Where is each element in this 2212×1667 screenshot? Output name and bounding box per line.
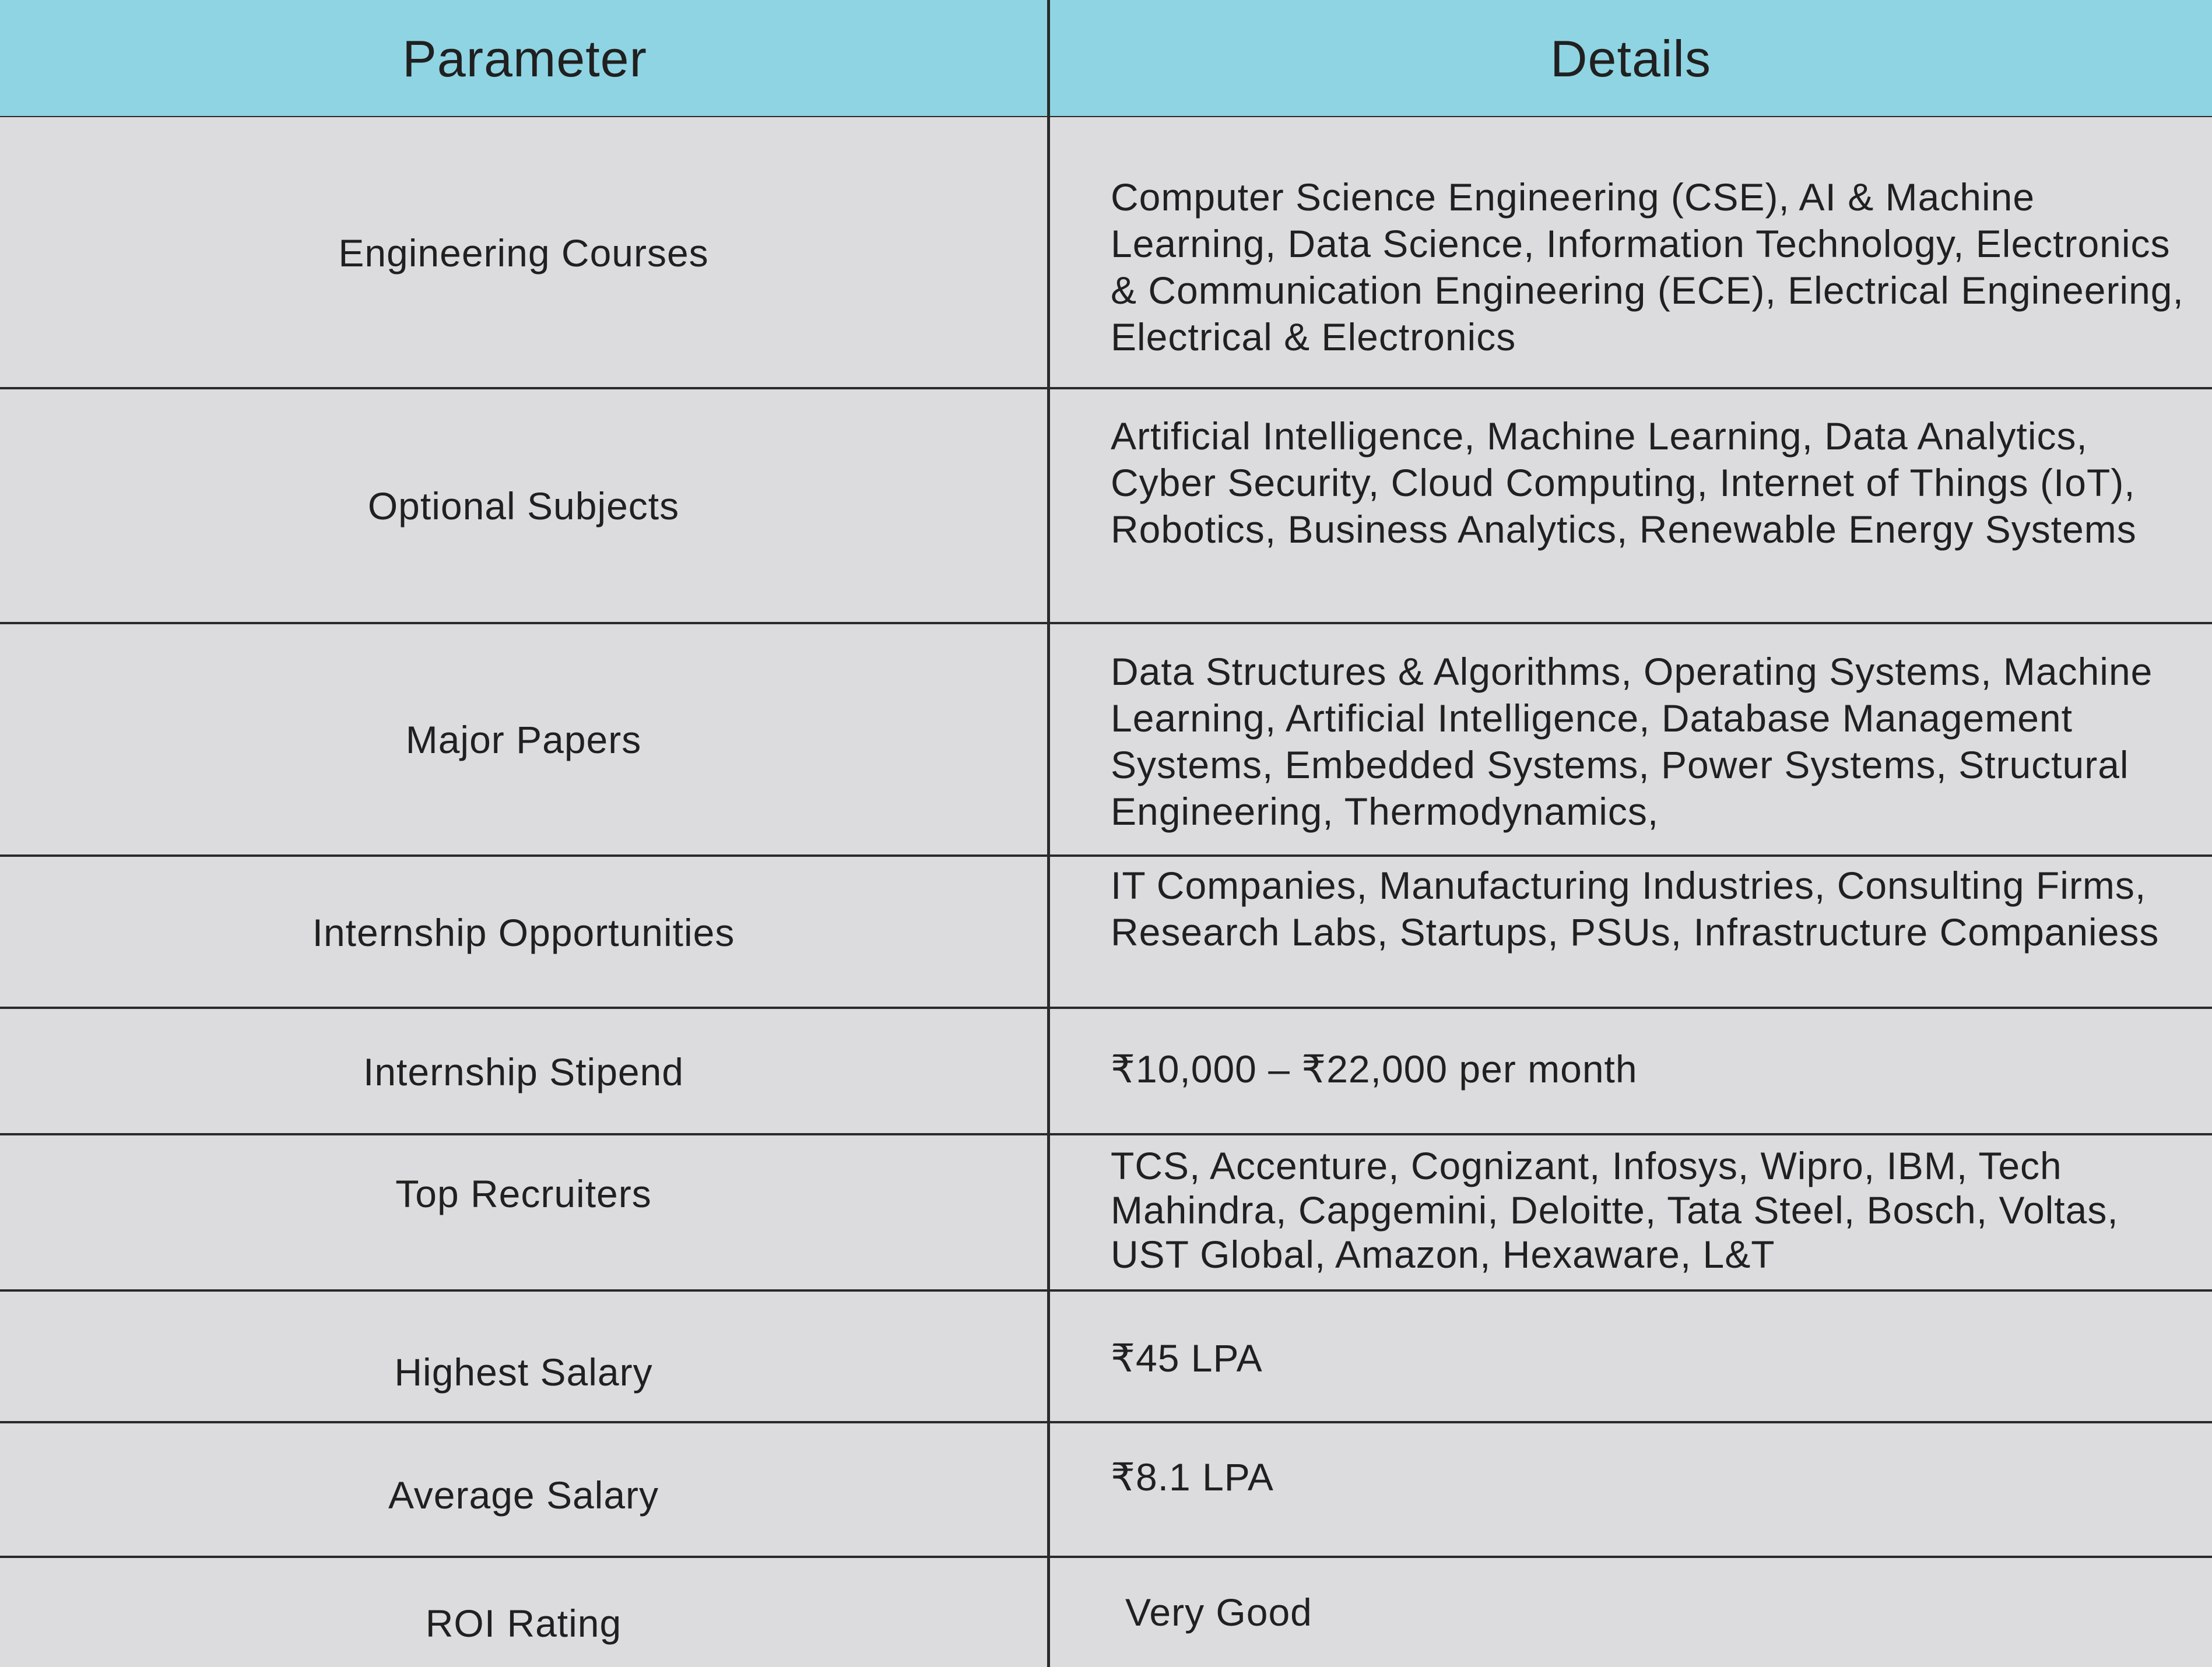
row-internship-opportunities-details: IT Companies, Manufacturing Industries, Consulting Firms, Research Labs, Startups, PSUs, Infrastructure Companiess <box>1111 864 2160 954</box>
header-parameter: Parameter <box>402 29 647 87</box>
header-details: Details <box>1550 29 1711 87</box>
row-engineering-courses-details: Computer Science Engineering (CSE), AI & Machine Learning, Data Science, Information Technology, Electronics & Communication Engineering (ECE), Electrical Engineering, Electrical & Electronics <box>1111 175 2184 358</box>
row-top-recruiters-parameter: Top Recruiters <box>395 1172 652 1215</box>
column-divider <box>1047 0 1050 1667</box>
row-optional-subjects-details: Artificial Intelligence, Machine Learning, Data Analytics, Cyber Security, Cloud Computing, Internet of Things (IoT), Robotics, Business Analytics, Renewable Energy Systems <box>1111 414 2137 551</box>
table-header <box>0 0 2212 117</box>
row-internship-opportunities-parameter: Internship Opportunities <box>312 911 735 954</box>
row-optional-subjects-parameter: Optional Subjects <box>367 484 680 527</box>
row-engineering-courses-parameter: Engineering Courses <box>338 231 709 275</box>
row-top-recruiters-details: TCS, Accenture, Cognizant, Infosys, Wipro, IBM, Tech Mahindra, Capgemini, Deloitte, Tata Steel, Bosch, Voltas, UST Global, Amazon, Hexaware, L&T <box>1111 1144 2119 1276</box>
row-major-papers-parameter: Major Papers <box>405 718 642 761</box>
row-highest-salary-parameter: Highest Salary <box>394 1350 653 1394</box>
row-average-salary-details: ₹8.1 LPA <box>1111 1455 1274 1499</box>
row-internship-stipend-details: ₹10,000 – ₹22,000 per month <box>1111 1047 1638 1091</box>
row-roi-rating-details: Very Good <box>1125 1591 1312 1634</box>
row-major-papers-details: Data Structures & Algorithms, Operating Systems, Machine Learning, Artificial Intelligence, Database Management Systems, Embedded Systems, Power Systems, Structural Engineering, Thermodynamics, <box>1111 650 2153 833</box>
row-highest-salary-details: ₹45 LPA <box>1111 1337 1263 1380</box>
row-average-salary-parameter: Average Salary <box>388 1473 659 1517</box>
row-roi-rating-parameter: ROI Rating <box>425 1602 622 1645</box>
row-internship-stipend-parameter: Internship Stipend <box>363 1050 684 1093</box>
